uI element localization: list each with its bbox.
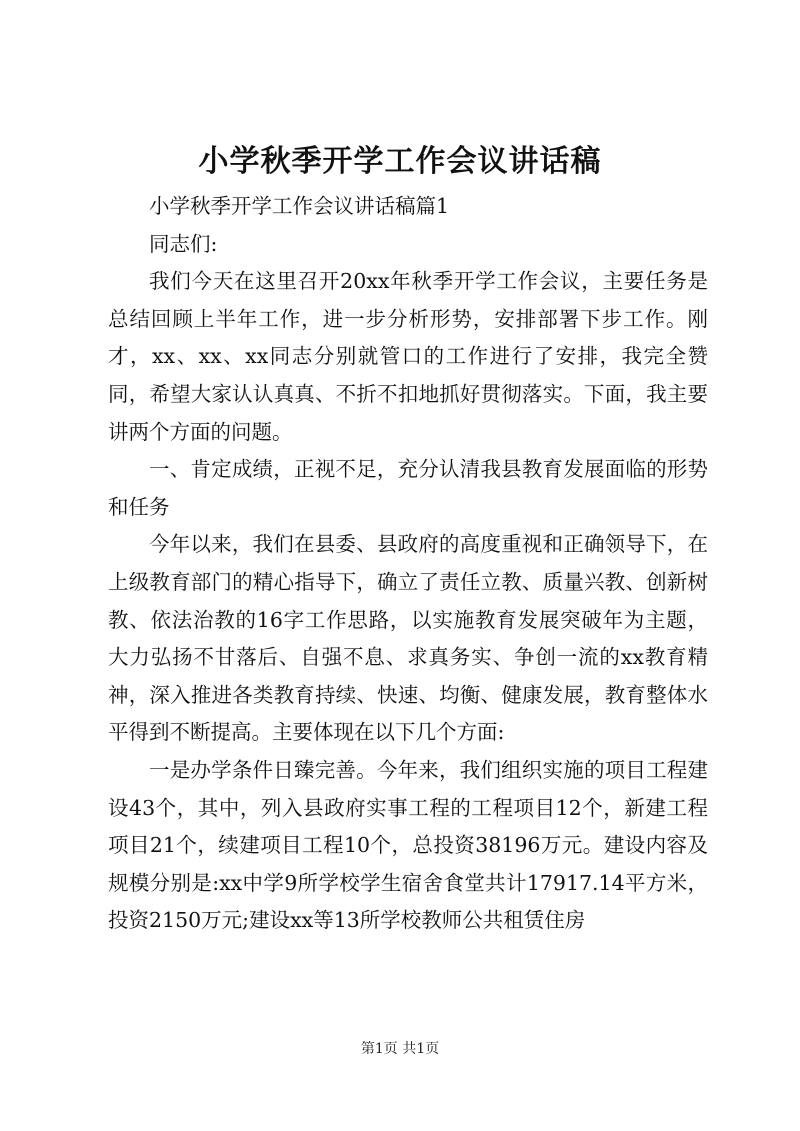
page-footer: 第1页 共1页 (360, 1041, 440, 1057)
salutation: 同志们: (149, 231, 218, 256)
paragraph: 我们今天在这里召开20xx年秋季开学工作会议，主要任务是总结回顾上半年工作，进一步分析形势，安排部署下步工作。刚才，xx、xx、xx同志分别就管口的工作进行了安排，我完全赞同，希望大家认认真真、不折不扣地抓好贯彻落实。下面，我主要讲两个方面的问题。 (108, 269, 708, 444)
paragraph: 今年以来，我们在县委、县政府的高度重视和正确领导下，在上级教育部门的精心指导下，确立了责任立教、质量兴教、创新树教、依法治教的16字工作思路，以实施教育发展突破年为主题，大力弘扬不甘落后、自强不息、求真务实、争创一流的xx教育精神，深入推进各类教育持续、快速、均衡、健康发展，教育整体水平得到不断提高。主要体现在以下几个方面: (108, 532, 708, 745)
document-title: 小学秋季开学工作会议讲话稿 (198, 144, 602, 179)
section-heading: 一、肯定成绩，正视不足，充分认清我县教育发展面临的形势和任务 (108, 457, 708, 519)
paragraph: 一是办学条件日臻完善。今年来，我们组织实施的项目工程建设43个，其中，列入县政府实事工程的工程项目12个，新建工程项目21个，续建项目工程10个，总投资38196万元。建设内容及规模分别是:xx中学9所学校学生宿舍食堂共计17917.14平方米，投资2150万元;建设xx等13所学校教师公共租赁住房 (108, 757, 708, 933)
document-body (108, 188, 708, 940)
section-heading: 小学秋季开学工作会议讲话稿篇1 (149, 194, 450, 218)
